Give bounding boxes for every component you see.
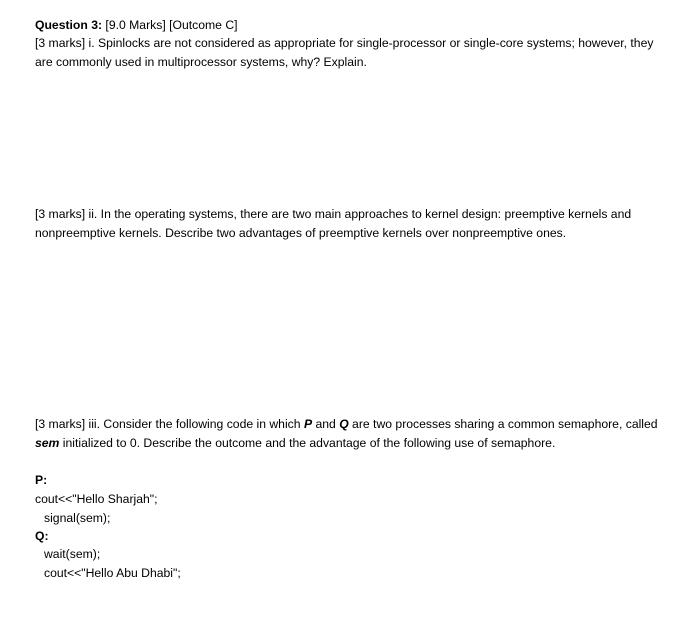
code-q-line1: wait(sem); — [44, 547, 101, 561]
code-q-label: Q: — [35, 529, 49, 543]
part2-line1: [3 marks] ii. In the operating systems, there are two main approaches to kernel design: preemptive kernels and — [35, 207, 632, 221]
part3-text-a: [3 marks] iii. Consider the following code in which — [35, 417, 304, 431]
code-p-line1: cout<<"Hello Sharjah"; — [35, 492, 158, 506]
process-q: Q — [339, 417, 349, 431]
code-q-line2: cout<<"Hello Abu Dhabi"; — [44, 566, 181, 580]
part1-line1: [3 marks] i. Spinlocks are not considered as appropriate for single-processor or single-core systems; however, they — [35, 36, 654, 50]
process-p: P — [303, 417, 313, 431]
code-p-label: P: — [35, 473, 48, 487]
part3-text-b: are two processes sharing a common semaphore, called — [348, 417, 658, 431]
part3-line2 — [35, 435, 555, 451]
part3-text-c: initialized to 0. Describe the outcome and the advantage of the following use of semaphore. — [59, 436, 556, 450]
part3-and: and — [312, 417, 340, 431]
part1-line2: are commonly used in multiprocessor systems, why? Explain. — [35, 55, 367, 69]
question-marks: [9.0 Marks] [Outcome C] — [102, 18, 238, 32]
part2-line2: nonpreemptive kernels. Describe two advantages of preemptive kernels over nonpreemptive ones. — [35, 226, 567, 240]
question-heading — [35, 17, 238, 33]
semaphore-name: sem — [35, 436, 60, 450]
question-label: Question 3: — [35, 18, 103, 32]
code-p-line2: signal(sem); — [44, 511, 111, 525]
part3-line1 — [35, 416, 658, 432]
